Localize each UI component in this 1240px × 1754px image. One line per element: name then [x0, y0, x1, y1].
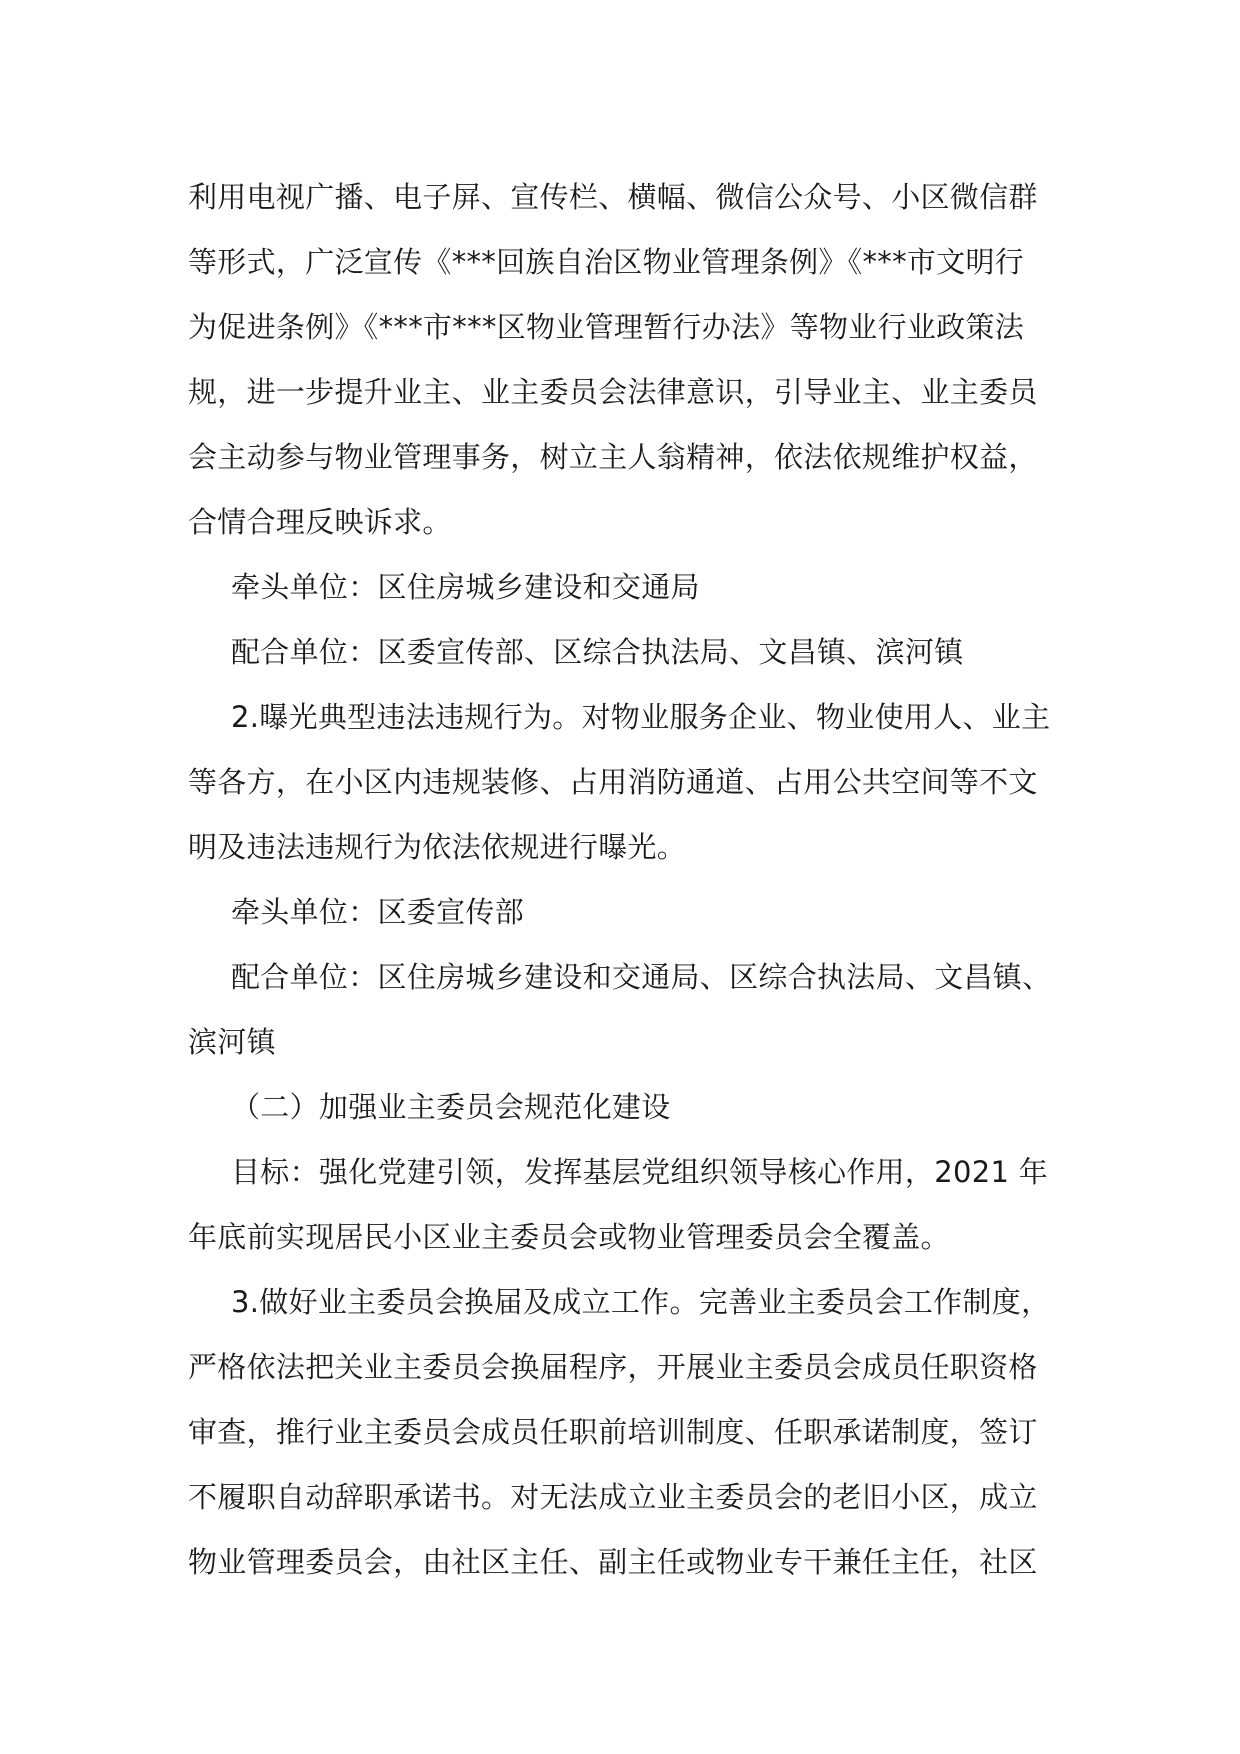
lead-unit-line: 牵头单位：区委宣传部: [231, 895, 525, 929]
body-text-line: 审查，推行业主委员会成员任职前培训制度、任职承诺制度，签订: [188, 1415, 1038, 1449]
body-text-line: 合情合理反映诉求。: [188, 505, 452, 539]
body-text-line: 物业管理委员会，由社区主任、副主任或物业专干兼任主任，社区: [188, 1545, 1038, 1579]
body-text-line: 等各方，在小区内违规装修、占用消防通道、占用公共空间等不文: [188, 765, 1038, 799]
body-text-line: 规，进一步提升业主、业主委员会法律意识，引导业主、业主委员: [188, 375, 1038, 409]
body-text-line: 利用电视广播、电子屏、宣传栏、横幅、微信公众号、小区微信群: [188, 180, 1038, 214]
goal-line: 目标：强化党建引领，发挥基层党组织领导核心作用，2021 年: [231, 1155, 1049, 1189]
body-text-line: 会主动参与物业管理事务，树立主人翁精神，依法依规维护权益，: [188, 440, 1038, 474]
item-heading-line: 3.做好业主委员会换届及成立工作。完善业主委员会工作制度，: [231, 1285, 1051, 1319]
section-heading: （二）加强业主委员会规范化建设: [231, 1090, 671, 1124]
lead-unit-line: 牵头单位：区住房城乡建设和交通局: [231, 570, 700, 604]
cooperating-unit-line: 配合单位：区委宣传部、区综合执法局、文昌镇、滨河镇: [231, 635, 964, 669]
body-text-line: 滨河镇: [188, 1025, 276, 1059]
body-text-line: 为促进条例》《***市***区物业管理暂行办法》等物业行业政策法: [188, 310, 1025, 344]
body-text-line: 严格依法把关业主委员会换届程序，开展业主委员会成员任职资格: [188, 1350, 1038, 1384]
body-text-line: 年底前实现居民小区业主委员会或物业管理委员会全覆盖。: [188, 1220, 950, 1254]
cooperating-unit-line: 配合单位：区住房城乡建设和交通局、区综合执法局、文昌镇、: [231, 960, 1052, 994]
body-text-line: 等形式，广泛宣传《***回族自治区物业管理条例》《***市文明行: [188, 245, 1025, 279]
body-text-line: 明及违法违规行为依法依规进行曝光。: [188, 830, 687, 864]
item-heading-line: 2.曝光典型违法违规行为。对物业服务企业、物业使用人、业主: [231, 700, 1051, 734]
body-text-line: 不履职自动辞职承诺书。对无法成立业主委员会的老旧小区，成立: [188, 1480, 1038, 1514]
